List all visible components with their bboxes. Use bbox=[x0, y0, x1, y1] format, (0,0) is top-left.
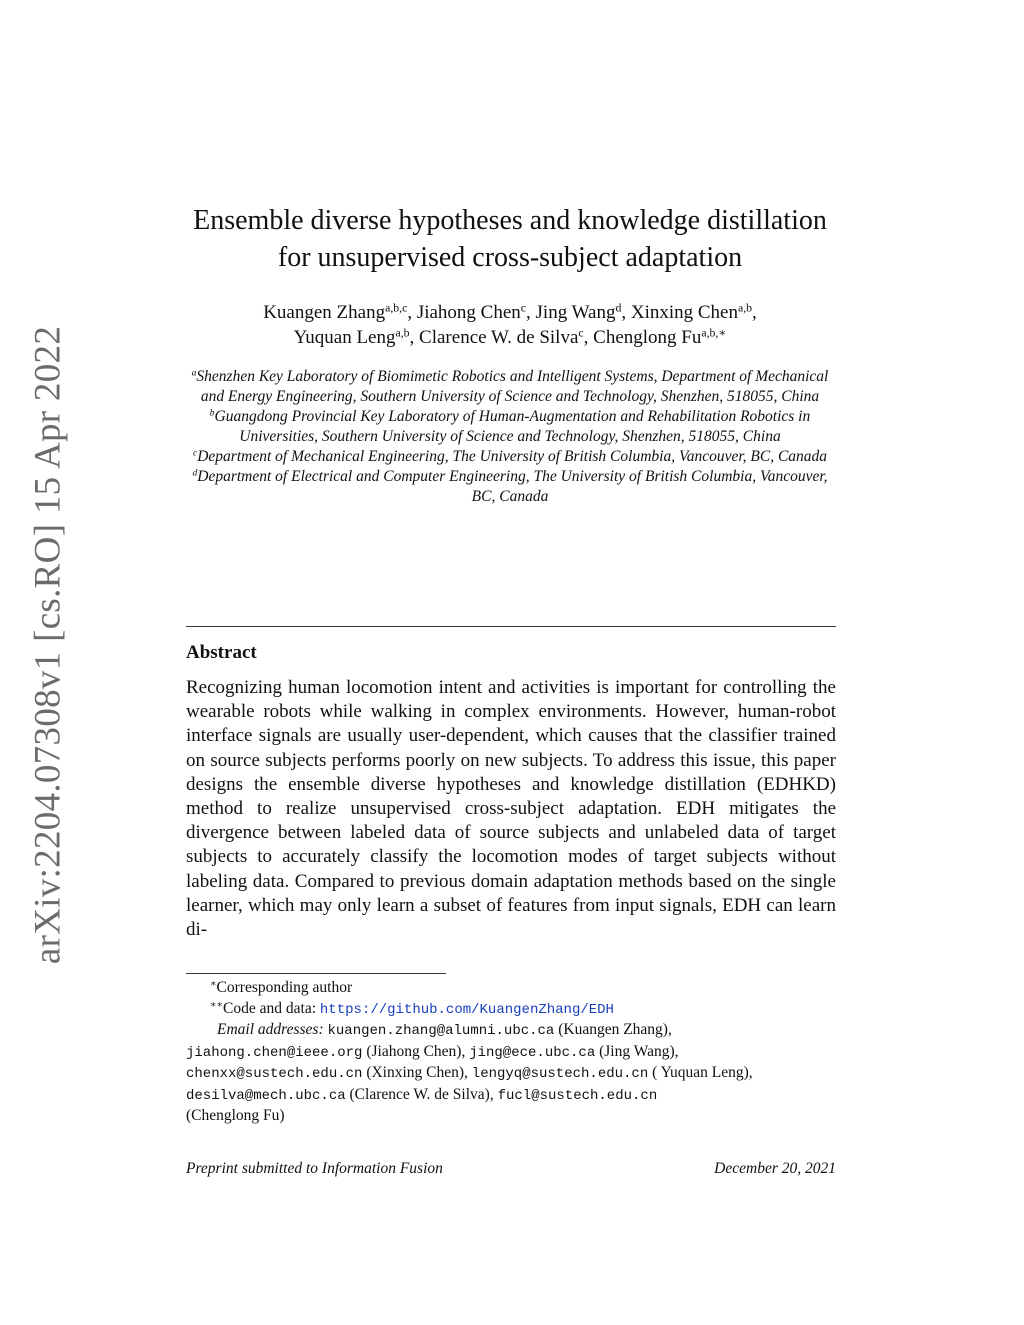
affiliation-entry bbox=[185, 467, 835, 507]
author-affiliation-mark: a,b bbox=[395, 326, 410, 340]
author-affiliation-mark: a,b,c bbox=[385, 301, 408, 315]
author-name: Jiahong Chen bbox=[416, 302, 521, 323]
affiliation-entry bbox=[185, 367, 835, 407]
footnote-mark: ∗ bbox=[210, 978, 217, 990]
author-name: Clarence W. de Silva bbox=[419, 327, 579, 348]
footer-date: December 20, 2021 bbox=[714, 1160, 836, 1177]
abstract-body: Recognizing human locomotion intent and activities is important for controlling the wearable robots while walking in complex environments. However, human-robot interface signals are usually user-dependent, which causes that the classifier trained on source subjects performs poorly on new subjects. To address this issue, this paper designs the ensemble diverse hypotheses and knowledge distillation (EDHKD) method to realize unsupervised cross-subject adaptation. EDH mitigates the divergence between labeled data of source subjects and unlabeled data of target subjects to accurately classify the locomotion modes of target subjects without labeling data. Compared to previous domain adaptation methods based on the single learner, which may only learn a subset of features from input signals, EDH can learn di- bbox=[186, 677, 836, 941]
footnote-corresponding-text: Corresponding author bbox=[216, 979, 353, 996]
arxiv-identifier-text: arXiv:2204.07308v1 [cs.RO] 15 Apr 2022 bbox=[27, 325, 69, 965]
footnotes bbox=[186, 978, 836, 1127]
footer-submission-note: Preprint submitted to Information Fusion bbox=[186, 1160, 443, 1177]
email-address: desilva@mech.ubc.ca bbox=[186, 1087, 346, 1104]
email-owner: (Jiahong Chen), bbox=[366, 1042, 466, 1060]
affiliation-text: Department of Electrical and Computer Engineering, The University of British Columbia, Vancouver, BC, Canada bbox=[197, 468, 828, 505]
affiliation-mark: c bbox=[192, 447, 198, 459]
email-address: chenxx@sustech.edu.cn bbox=[186, 1066, 363, 1082]
abstract-heading: Abstract bbox=[186, 642, 257, 663]
email-owner: (Clarence W. de Silva), bbox=[349, 1085, 494, 1103]
author-affiliation-mark: a,b bbox=[737, 301, 753, 315]
author-affiliation-mark: c bbox=[520, 301, 527, 315]
footnote-code-label: Code and data: bbox=[223, 999, 320, 1017]
author-name: Yuquan Leng bbox=[293, 327, 396, 348]
author-affiliation-mark: a,b,∗ bbox=[701, 326, 727, 340]
email-owner: (Xinxing Chen), bbox=[366, 1064, 468, 1081]
footnote-corresponding bbox=[186, 978, 836, 999]
email-address: fucl@sustech.edu.cn bbox=[497, 1087, 658, 1104]
email-addresses-label: Email addresses: bbox=[217, 1021, 328, 1038]
footnote-mark: ∗∗ bbox=[210, 999, 224, 1011]
footnote-divider bbox=[186, 973, 446, 974]
footnote-code bbox=[186, 999, 836, 1021]
affiliation-text: Department of Mechanical Engineering, The University of British Columbia, Vancouver, BC, Canada bbox=[197, 448, 828, 465]
author-name: Chenglong Fu bbox=[593, 327, 702, 348]
author-affiliation-mark: d bbox=[615, 301, 622, 315]
author-list: Kuangen Zhang$^{a,b,c}$, Jiahong Chen$^c$, Jing Wang$^d$, Xinxing Chen$^{a,b}$, Yuquan Leng$^{a,b}$, Clarence W. de Silva$^c$, Chenglong $Fu^{a,b,∗}$ bbox=[263, 301, 757, 348]
email-owner: (Chenglong Fu) bbox=[186, 1107, 285, 1124]
footnote-emails bbox=[186, 1020, 836, 1127]
email-owner: (Kuangen Zhang), bbox=[558, 1021, 672, 1038]
email-address: kuangen.zhang@alumni.ubc.ca bbox=[327, 1023, 555, 1039]
abstract-divider bbox=[186, 626, 836, 627]
affiliation-entry bbox=[185, 407, 835, 447]
email-address: lengyq@sustech.edu.cn bbox=[471, 1066, 649, 1082]
email-address: jing@ece.ubc.ca bbox=[469, 1044, 596, 1061]
paper-title bbox=[150, 202, 870, 276]
affiliation-mark: b bbox=[209, 407, 215, 419]
affiliation-entry bbox=[185, 447, 835, 467]
affiliation-mark: d bbox=[192, 467, 198, 479]
affiliation-text: Shenzhen Key Laboratory of Biomimetic Robotics and Intelligent Systems, Department of Mechanical and Energy Engineering, Southern University of Science and Technology, Shenzhen, 518055, China bbox=[196, 368, 829, 405]
author-name: Jing Wang bbox=[535, 302, 616, 323]
arxiv-identifier-stamp bbox=[18, 325, 78, 965]
email-address: jiahong.chen@ieee.org bbox=[186, 1044, 363, 1061]
email-owner: (Jing Wang), bbox=[599, 1042, 679, 1060]
author-affiliation-mark: c bbox=[578, 326, 584, 340]
paper-title-line-1: Ensemble diverse hypotheses and knowledge distillation bbox=[193, 205, 827, 236]
affiliation-mark: a bbox=[191, 367, 197, 379]
author-name: Kuangen Zhang bbox=[263, 302, 386, 323]
email-owner: ( Yuquan Leng), bbox=[652, 1064, 753, 1081]
affiliation-list bbox=[185, 367, 835, 507]
affiliation-text: Guangdong Provincial Key Laboratory of Human-Augmentation and Rehabilitation Robotics in Universities, Southern University of Science and Technology, Shenzhen, 518055, China bbox=[214, 408, 811, 445]
paper-title-line-2: for unsupervised cross-subject adaptation bbox=[277, 242, 743, 273]
code-repository-link[interactable]: https://github.com/KuangenZhang/EDH bbox=[319, 1001, 614, 1018]
author-name: Xinxing Chen bbox=[630, 302, 738, 323]
